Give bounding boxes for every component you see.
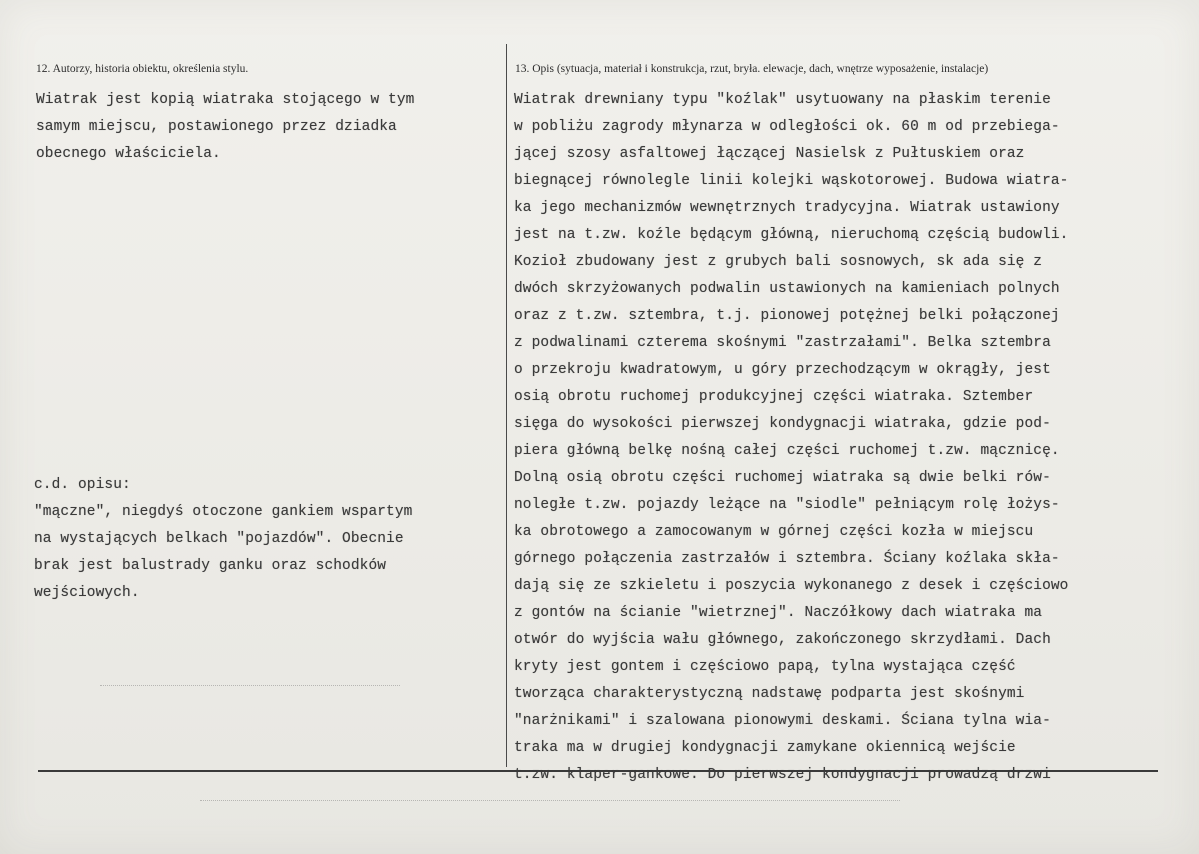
description-line: o przekroju kwadratowym, u góry przechodzącym w okrągły, jest xyxy=(514,362,1051,378)
description-line: ka obrotowego a zamocowanym w górnej części kozła w miejscu xyxy=(514,524,1034,540)
description-line: piera główną belkę nośną całej części ruchomej t.zw. mącznicę. xyxy=(514,443,1060,459)
history-text xyxy=(36,87,414,168)
history-line: obecnego właściciela. xyxy=(36,146,221,162)
section-13-heading: 13. Opis (sytuacja, materiał i konstrukcja, rzut, bryła. elewacje, dach, wnętrze wyposażenie, instalacje) xyxy=(515,63,989,75)
description-line: sięga do wysokości pierwszej kondygnacji wiatraka, gdzie pod- xyxy=(514,416,1051,432)
column-divider xyxy=(506,44,507,767)
description-line: w pobliżu zagrody młynarza w odległości ok. 60 m od przebiega- xyxy=(514,119,1060,135)
description-line: dają się ze szkieletu i poszycia wykonanego z desek i częściowo xyxy=(514,578,1069,594)
description-line: osią obrotu ruchomej produkcyjnej części wiatraka. Sztember xyxy=(514,389,1034,405)
description-line: otwór do wyjścia wału głównego, zakończonego skrzydłami. Dach xyxy=(514,632,1051,648)
description-line: górnego połączenia zastrzałów i sztembra. Ściany koźlaka skła- xyxy=(514,551,1060,567)
description-line: kryty jest gontem i częściowo papą, tylna wystająca część xyxy=(514,659,1016,675)
history-line: Wiatrak jest kopią wiatraka stojącego w tym xyxy=(36,92,415,108)
faint-dotted-line xyxy=(100,685,400,687)
section-12-heading: 12. Autorzy, historia obiektu, określenia stylu. xyxy=(36,63,249,75)
description-line: tworząca charakterystyczną nadstawę podparta jest skośnymi xyxy=(514,686,1025,702)
description-continuation xyxy=(34,472,412,607)
description-line: z gontów na ścianie "wietrznej". Naczółkowy dach wiatraka ma xyxy=(514,605,1043,621)
continuation-line: na wystających belkach "pojazdów". Obecnie xyxy=(34,531,404,547)
description-line: t.zw. klaper-gankowe. Do pierwszej kondygnacji prowadzą drzwi xyxy=(514,767,1051,783)
description-line: jącej szosy asfaltowej łączącej Nasielsk z Pułtuskiem oraz xyxy=(514,146,1025,162)
description-line: biegnącej równolegle linii kolejki wąskotorowej. Budowa wiatra- xyxy=(514,173,1069,189)
description-line: dwóch skrzyżowanych podwalin ustawionych na kamieniach polnych xyxy=(514,281,1060,297)
continuation-line: "mączne", niegdyś otoczone gankiem wspartym xyxy=(34,504,413,520)
description-line: z podwalinami czterema skośnymi "zastrzałami". Belka sztembra xyxy=(514,335,1051,351)
faint-dotted-line-lower xyxy=(200,800,900,802)
history-line: samym miejscu, postawionego przez dziadka xyxy=(36,119,397,135)
description-line: Wiatrak drewniany typu "koźlak" usytuowany na płaskim terenie xyxy=(514,92,1051,108)
description-text xyxy=(514,87,1069,789)
continuation-line: wejściowych. xyxy=(34,585,140,601)
description-line: traka ma w drugiej kondygnacji zamykane okiennicą wejście xyxy=(514,740,1016,756)
description-line: Kozioł zbudowany jest z grubych bali sosnowych, sk ada się z xyxy=(514,254,1043,270)
continuation-line: c.d. opisu: xyxy=(34,477,131,493)
description-line: jest na t.zw. koźle będącym główną, nieruchomą częścią budowli. xyxy=(514,227,1069,243)
continuation-line: brak jest balustrady ganku oraz schodków xyxy=(34,558,387,574)
description-line: ka jego mechanizmów wewnętrznych tradycyjna. Wiatrak ustawiony xyxy=(514,200,1060,216)
description-line: noległe t.zw. pojazdy leżące na "siodle" pełniącym rolę łożys- xyxy=(514,497,1060,513)
description-line: Dolną osią obrotu części ruchomej wiatraka są dwie belki rów- xyxy=(514,470,1051,486)
description-line: "narżnikami" i szalowana pionowymi deskami. Ściana tylna wia- xyxy=(514,713,1051,729)
description-line: oraz z t.zw. sztembra, t.j. pionowej potężnej belki połączonej xyxy=(514,308,1060,324)
